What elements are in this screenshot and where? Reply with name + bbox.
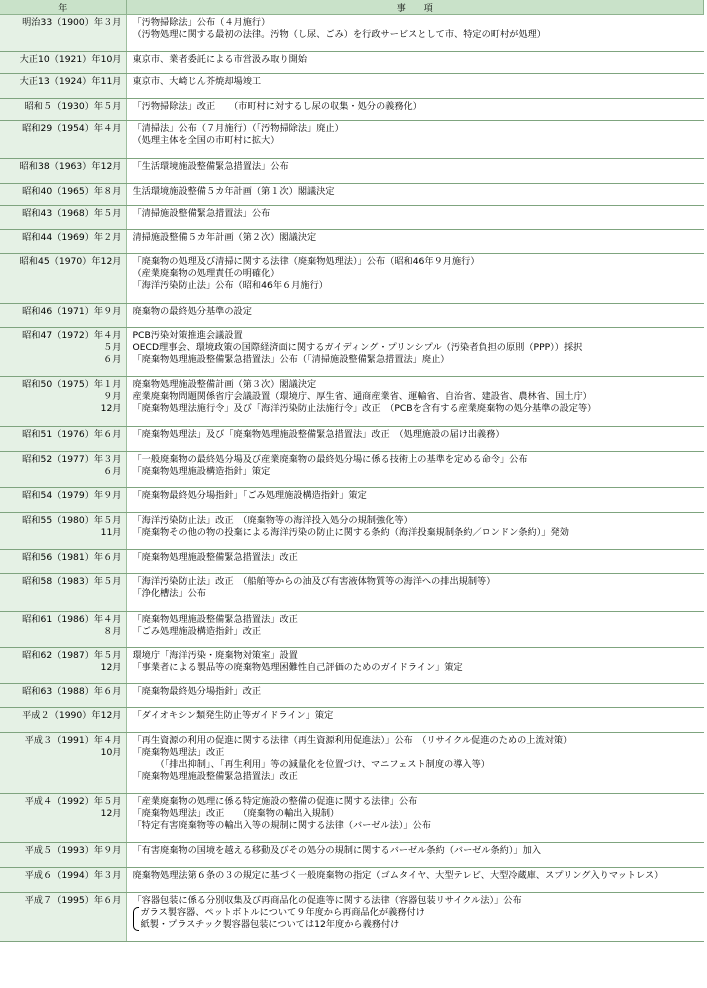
event-cell [126,304,704,328]
event-cell [126,254,704,304]
event-line: 「廃棄物処理施設整備緊急措置法」公布（「清掃施設整備緊急措置法」廃止） [132,354,450,365]
year-line: 平成４（1992）年５月 [24,796,122,807]
event-line: 東京市、大崎じん芥焼却場竣工 [132,76,262,87]
table-row [0,427,704,452]
note-line: 紙製・プラスチック製容器包装については12年度から義務付け [140,919,400,930]
event-cell [126,328,704,377]
year-cell [0,99,126,121]
event-cell [126,733,704,794]
year-line: ８月 [103,626,122,637]
table-row [0,648,704,684]
event-line: 「廃棄物処理法」改正 （廃棄物の輸出入規制） [132,808,340,819]
table-row [0,843,704,868]
event-cell [126,15,704,52]
event-line: 「生活環境施設整備緊急措置法」公布 [132,161,289,172]
event-cell [126,74,704,99]
header-row [0,0,704,15]
event-cell [126,708,704,733]
year-line: 平成７（1995）年６月 [24,895,122,906]
year-cell [0,868,126,893]
event-cell [126,574,704,612]
table-row [0,794,704,843]
table-row [0,684,704,708]
event-line: 環境庁「海洋汚染・廃棄物対策室」設置 [132,650,298,661]
event-line: 「汚物掃除法」公布（４月施行） [132,17,271,28]
table-row [0,254,704,304]
table-row [0,206,704,230]
year-line: 昭和50（1975）年１月 [22,379,122,390]
table-row [0,74,704,99]
event-cell [126,121,704,159]
year-line: ５月 [103,342,122,353]
year-line: 昭和62（1987）年５月 [22,650,122,661]
event-line: 「海洋汚染防止法」公布（昭和46年６月施行） [132,280,328,291]
event-line: 「事業者による製品等の廃棄物処理困難性自己評価のためのガイドライン」策定 [132,662,463,673]
event-line: 「廃棄物処理法」及び「廃棄物処理施設整備緊急措置法」改正 （処理施設の届け出義務） [132,429,505,440]
event-line: 「浄化槽法」公布 [132,588,206,599]
year-cell [0,708,126,733]
event-line: OECD理事会、環境政策の国際経済面に関するガイディング・プリンシプル（汚染者負担の原則（PPP））採択 [132,342,583,353]
year-cell [0,52,126,74]
event-line: 「汚物掃除法」改正 （市町村に対するし尿の収集・処分の義務化） [132,101,422,112]
year-cell [0,206,126,230]
event-line: （汚物処理に関する最初の法律。汚物（し尿、ごみ）を行政サービスとして市、特定の町村が処理） [132,29,546,40]
table-row [0,513,704,550]
year-line: 明治33（1900）年３月 [22,17,122,28]
table-row [0,159,704,184]
year-line: ６月 [103,354,122,365]
year-line: 昭和52（1977）年３月 [22,454,122,465]
table-row [0,574,704,612]
year-line: 大正13（1924）年11月 [19,76,122,87]
year-line: ９月 [103,391,122,402]
year-cell [0,15,126,52]
year-cell [0,427,126,452]
event-line: 「産業廃棄物の処理に係る特定施設の整備の促進に関する法律」公布 [132,796,418,807]
year-cell [0,328,126,377]
year-line: 平成２（1990）年12月 [22,710,122,721]
table-row [0,99,704,121]
event-line: 「廃棄物の処理及び清掃に関する法律（廃棄物処理法）」公布（昭和46年９月施行） [132,256,480,267]
table-row [0,612,704,648]
event-line: 「廃棄物最終処分場指針」「ごみ処理施設構造指針」策定 [132,490,367,501]
note-line: ガラス製容器、ペットボトルについて９年度から再商品化が義務付け [140,907,425,918]
year-cell [0,304,126,328]
event-line: 「廃棄物処理施設構造指針」策定 [132,466,271,477]
event-cell [126,452,704,488]
event-cell [126,230,704,254]
event-line: 廃棄物処理施設整備計画（第３次）閣議決定 [132,379,317,390]
event-cell [126,612,704,648]
table-row [0,230,704,254]
year-cell [0,513,126,550]
table-row [0,121,704,159]
event-line: （「排出抑制」、「再生利用」等の減量化を位置づけ、マニフェスト制度の導入等） [132,759,490,770]
event-cell [126,868,704,893]
year-cell [0,574,126,612]
year-line: 平成３（1991）年４月 [24,735,122,746]
year-line: 昭和63（1988）年６月 [22,686,122,697]
year-cell [0,550,126,574]
year-line: 昭和38（1963）年12月 [19,161,122,172]
table-row [0,304,704,328]
table-row [0,377,704,427]
year-line: 昭和29（1954）年４月 [22,123,122,134]
event-line: 産業廃棄物問題関係省庁会議設置（環境庁、厚生省、通商産業省、運輸省、自治省、建設省、農林省、国土庁） [132,391,592,402]
event-cell [126,99,704,121]
year-line: 昭和56（1981）年６月 [22,552,122,563]
event-cell [126,684,704,708]
event-cell [126,794,704,843]
event-line: 清掃施設整備５カ年計画（第２次）閣議決定 [132,232,317,243]
year-cell [0,452,126,488]
table-row [0,15,704,52]
event-cell [126,377,704,427]
event-line: 「廃棄物処理施設整備緊急措置法」改正 [132,771,298,782]
year-line: 平成５（1993）年９月 [24,845,122,856]
year-line: 10月 [100,747,122,758]
year-line: 昭和55（1980）年５月 [22,515,122,526]
table-row [0,893,704,942]
year-line: 昭和51（1976）年６月 [22,429,122,440]
event-cell [126,488,704,513]
event-line: 「清掃施設整備緊急措置法」公布 [132,208,271,219]
event-line: 「廃棄物その他の物の投棄による海洋汚染の防止に関する条約（海洋投棄規制条約／ロンドン条約）」発効 [132,527,569,538]
table-row [0,452,704,488]
event-cell [126,513,704,550]
event-cell [126,648,704,684]
event-line: PCB汚染対策推進会議設置 [132,330,243,341]
event-line: 「一般廃棄物の最終処分場及び産業廃棄物の最終処分場に係る技術上の基準を定める命令」公布 [132,454,528,465]
year-cell [0,159,126,184]
table-body [0,15,704,942]
year-cell [0,121,126,159]
event-line: 「清掃法」公布（７月施行）（「汚物掃除法」廃止） [132,123,344,134]
left-bracket-icon [133,907,139,931]
event-line: 「廃棄物最終処分場指針」改正 [132,686,262,697]
event-line: 「再生資源の利用の促進に関する法律（再生資源利用促進法）」公布 （リサイクル促進のための上流対策） [132,735,573,746]
event-line: 「海洋汚染防止法」改正 （船舶等からの油及び有害液体物質等の海洋への排出規制等） [132,576,496,587]
year-line: 平成６（1994）年３月 [24,870,122,881]
year-cell [0,648,126,684]
year-line: 昭和５（1930）年５月 [24,101,122,112]
year-line: 昭和58（1983）年５月 [22,576,122,587]
year-cell [0,184,126,206]
year-cell [0,612,126,648]
year-line: 12月 [100,662,122,673]
year-cell [0,733,126,794]
event-line: （処理主体を全国の市町村に拡大） [132,135,280,146]
header-event: 事 項 [126,0,704,15]
year-line: 大正10（1921）年10月 [19,54,122,65]
year-line: 昭和54（1979）年９月 [22,490,122,501]
event-line: 「廃棄物処理法施行令」及び「海洋汚染防止法施行令」改正 （PCBを含有する産業廃棄物の処分基準の設定等） [132,403,597,414]
event-cell [126,550,704,574]
event-line: 「容器包装に係る分別収集及び再商品化の促進等に関する法律（容器包装リサイクル法）」公布 [132,895,522,906]
table-row [0,733,704,794]
year-line: 昭和61（1986）年４月 [22,614,122,625]
table-row [0,184,704,206]
event-line: （産業廃棄物の処理責任の明確化） [132,268,280,279]
year-line: 昭和47（1972）年４月 [22,330,122,341]
event-line: 廃棄物の最終処分基準の設定 [132,306,252,317]
event-line: 「ごみ処理施設構造指針」改正 [132,626,262,637]
year-line: 昭和43（1968）年５月 [22,208,122,219]
event-line: 「特定有害廃棄物等の輸出入等の規制に関する法律（バーゼル法）」公布 [132,820,431,831]
event-line: 廃棄物処理法第６条の３の規定に基づく一般廃棄物の指定（ゴムタイヤ、大型テレビ、大型冷蔵庫、スプリング入りマットレス） [132,870,664,881]
event-line: 「海洋汚染防止法」改正 （廃棄物等の海洋投入処分の規制強化等） [132,515,413,526]
event-line: 「ダイオキシン類発生防止等ガイドライン」策定 [132,710,334,721]
year-cell [0,74,126,99]
table-row [0,868,704,893]
year-cell [0,794,126,843]
table-row [0,550,704,574]
event-cell [126,843,704,868]
event-cell [126,206,704,230]
table-row [0,708,704,733]
table-row [0,488,704,513]
note-bracket [133,907,700,931]
table-row [0,52,704,74]
year-line: 12月 [100,808,122,819]
event-cell [126,893,704,942]
event-cell [126,427,704,452]
event-cell [126,159,704,184]
year-line: 11月 [100,527,122,538]
event-line: 「廃棄物処理施設整備緊急措置法」改正 [132,614,298,625]
year-cell [0,488,126,513]
year-line: 昭和46（1971）年９月 [22,306,122,317]
table-row [0,328,704,377]
year-cell [0,893,126,942]
year-cell [0,377,126,427]
event-line: 「廃棄物処理法」改正 [132,747,225,758]
event-line: 「廃棄物処理施設整備緊急措置法」改正 [132,552,298,563]
year-line: 昭和45（1970）年12月 [19,256,122,267]
event-cell [126,184,704,206]
event-line: 「有害廃棄物の国境を越える移動及びその処分の規制に関するバーゼル条約（バーゼル条約）」加入 [132,845,541,856]
header-year: 年 [0,0,126,15]
year-line: ６月 [103,466,122,477]
event-cell [126,52,704,74]
year-line: 昭和40（1965）年８月 [22,186,122,197]
year-line: 昭和44（1969）年２月 [22,232,122,243]
year-line: 12月 [100,403,122,414]
year-cell [0,254,126,304]
event-line: 東京市、業者委託による市営汲み取り開始 [132,54,308,65]
year-cell [0,684,126,708]
year-cell [0,843,126,868]
year-cell [0,230,126,254]
event-line: 生活環境施設整備５カ年計画（第１次）閣議決定 [132,186,335,197]
